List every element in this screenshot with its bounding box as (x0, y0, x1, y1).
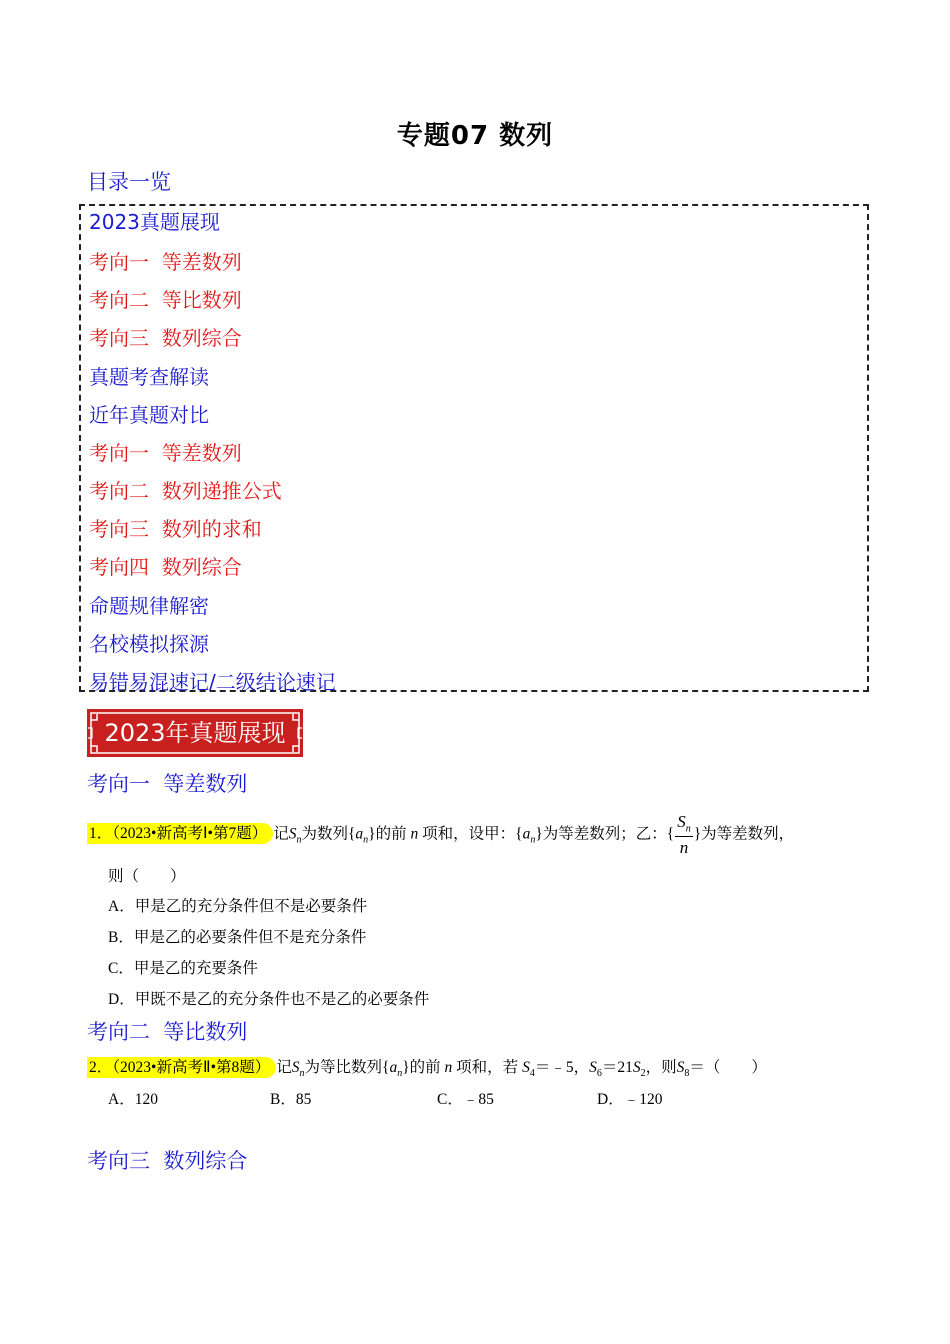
section-heading: 考向三 数列综合 (87, 1149, 248, 1173)
question-2-option-c[interactable]: C．﹣85 (437, 1091, 494, 1108)
document-title: 专题07 数列 (396, 121, 554, 151)
question-2-source-tag: 2．（2023•新高考Ⅱ•第8题） (87, 1057, 276, 1078)
question-1-option-c[interactable]: C．甲是乙的充要条件 (108, 960, 258, 977)
toc-item[interactable]: 考向三 数列的求和 (89, 517, 262, 541)
toc-item[interactable]: 名校模拟探源 (89, 632, 209, 656)
question-2-option-d[interactable]: D．﹣120 (597, 1091, 663, 1108)
fraction-s-over-n: $\frac{S_n}{n}$ (677, 812, 691, 858)
toc-item[interactable]: 命题规律解密 (89, 594, 209, 618)
banner-text: 2023年真题展现 (104, 719, 286, 747)
toc-item[interactable]: 考向一 等差数列 (89, 441, 242, 465)
toc-item[interactable]: 考向二 等比数列 (89, 288, 242, 312)
question-2-option-a[interactable]: A．120 (108, 1091, 158, 1108)
toc-heading: 目录一览 (87, 170, 171, 194)
toc-item[interactable]: 近年真题对比 (89, 403, 209, 427)
question-1-source-tag: 1．（2023•新高考Ⅰ•第7题） (87, 823, 273, 844)
section-heading: 考向二 等比数列 (87, 1020, 248, 1044)
toc-item[interactable]: 2023真题展现 (89, 210, 220, 234)
question-1-option-a[interactable]: A．甲是乙的充分条件但不是必要条件 (108, 898, 368, 915)
question-1-option-d[interactable]: D．甲既不是乙的充分条件也不是乙的必要条件 (108, 991, 430, 1008)
question-2-stem: 2．（2023•新高考Ⅱ•第8题） 记$S_n$为等比数列$\{a_n\}$的前 n 项和，若 $S_4=﹣5$，$S_6=21S_2$，则$S_8=$（ ） (89, 1059, 767, 1080)
question-2-option-b[interactable]: B．85 (270, 1091, 312, 1108)
question-1-ask: 则（ ） (108, 868, 186, 885)
question-1-stem: 1．（2023•新高考Ⅰ•第7题） 记$S_n$为数列$\{a_n\}$的前 n 项和，设甲：$\{a_n\}$为等差数列；乙：{ $\frac{S_n}{n}$ }为等差数列， (89, 812, 795, 858)
section-heading: 考向一 等差数列 (87, 772, 248, 796)
toc-item[interactable]: 考向二 数列递推公式 (89, 479, 282, 503)
toc-item[interactable]: 真题考查解读 (89, 365, 209, 389)
section-banner (86, 708, 304, 758)
toc-item[interactable]: 考向四 数列综合 (89, 555, 242, 579)
toc-item[interactable]: 易错易混速记/二级结论速记 (89, 670, 336, 694)
question-1-option-b[interactable]: B．甲是乙的必要条件但不是充分条件 (108, 929, 367, 946)
toc-box (79, 204, 869, 692)
toc-item[interactable]: 考向三 数列综合 (89, 326, 242, 350)
toc-item[interactable]: 考向一 等差数列 (89, 250, 242, 274)
